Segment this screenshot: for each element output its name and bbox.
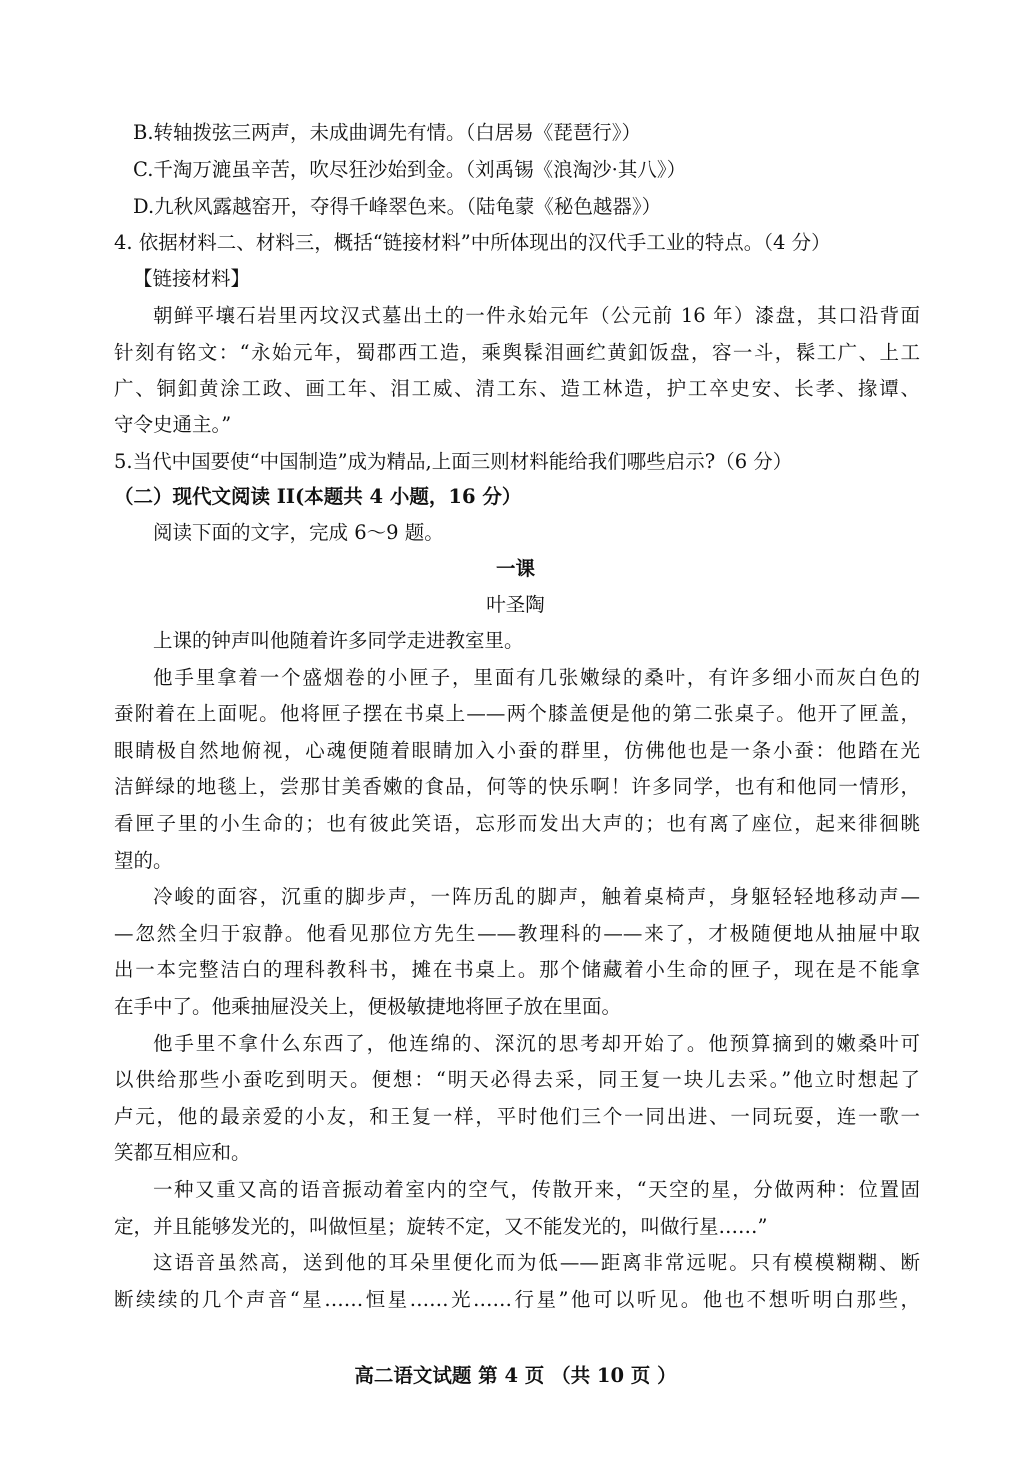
link-material-line: 广、铜釦黄涂工政、画工年、泪工威、清工东、造工林造，护工卒史安、长孝、掾谭、	[114, 377, 920, 400]
story-line: 洁鲜绿的地毯上，尝那甘美香嫩的食品，何等的快乐啊！许多同学，也有和他同一情形，	[114, 775, 920, 799]
story-line: 蚕附着在上面呢。他将匣子摆在书桌上——两个膝盖便是他的第二张桌子。他开了匣盖，	[114, 702, 920, 726]
option-b: B.转轴拨弦三两声，未成曲调先有情。（白居易《琵琶行》）	[133, 121, 642, 144]
page-footer: 高二语文试题 第 4 页 （共 10 页 ）	[354, 1364, 677, 1387]
story-line: 卢元，他的最亲爱的小友，和王复一样，平时他们三个一同出进、一同玩耍，连一歌一	[114, 1104, 920, 1128]
story-line: 这语音虽然高，送到他的耳朵里便化而为低——距离非常远呢。只有模模糊糊、断	[153, 1251, 920, 1275]
story-line: 定，并且能够发光的，叫做恒星；旋转不定，又不能发光的，叫做行星……”	[114, 1214, 768, 1238]
question-4: 4. 依据材料二、材料三，概括“链接材料”中所体现出的汉代手工业的特点。（4 分）	[114, 231, 831, 254]
story-line: 眼睛极自然地俯视，心魂便随着眼睛加入小蚕的群里，仿佛他也是一条小蚕：他踏在光	[114, 738, 920, 762]
story-line: 冷峻的面容，沉重的脚步声，一阵历乱的脚声，触着桌椅声，身躯轻轻地移动声—	[153, 885, 920, 909]
question-5: 5.当代中国要使“中国制造”成为精品,上面三则材料能给我们哪些启示?（6 分）	[114, 450, 793, 473]
story-line: 笑都互相应和。	[114, 1141, 251, 1165]
story-line: 以供给那些小蚕吃到明天。便想：“明天必得去采，同王复一块儿去采。”他立时想起了	[114, 1068, 920, 1092]
link-material-line: 朝鲜平壤石岩里丙坟汉式墓出土的一件永始元年（公元前 16 年）漆盘，其口沿背面	[153, 304, 920, 327]
link-material-heading: 【链接材料】	[133, 267, 251, 290]
link-material-line: 针刻有铭文：“永始元年，蜀郡西工造，乘舆髹泪画纻黄釦饭盘，容一斗，髹工广、上工	[114, 341, 920, 364]
story-line: 一种又重又高的语音振动着室内的空气，传散开来，“天空的星，分做两种：位置固	[153, 1178, 920, 1201]
story-line: 他手里不拿什么东西了，他连绵的、深沉的思考却开始了。他预算摘到的嫩桑叶可	[153, 1031, 920, 1055]
story-line: —忽然全归于寂静。他看见那位方先生——教理科的——来了，才极随便地从抽屉中取	[114, 921, 920, 945]
story-line: 出一本完整洁白的理科教科书，摊在书桌上。那个储藏着小生命的匣子，现在是不能拿	[114, 958, 920, 982]
story-author: 叶圣陶	[486, 593, 545, 616]
story-line: 在手中了。他乘抽屉没关上，便极敏捷地将匣子放在里面。	[114, 995, 622, 1018]
story-line: 看匣子里的小生命的；也有彼此笑语，忘形而发出大声的；也有离了座位，起来徘徊眺	[114, 812, 920, 835]
story-line: 望的。	[114, 848, 173, 872]
section-heading: （二）现代文阅读 II(本题共 4 小题，16 分）	[114, 485, 522, 508]
link-material-line: 守令史通主。”	[114, 413, 232, 436]
option-c: C.千淘万漉虽辛苦，吹尽狂沙始到金。（刘禹锡《浪淘沙·其八》）	[133, 158, 687, 181]
story-line: 上课的钟声叫他随着许多同学走进教室里。	[153, 629, 524, 652]
story-line: 他手里拿着一个盛烟卷的小匣子，里面有几张嫩绿的桑叶，有许多细小而灰白色的	[153, 665, 920, 689]
section-instruction: 阅读下面的文字，完成 6～9 题。	[153, 521, 444, 544]
option-d: D.九秋风露越窑开，夺得千峰翠色来。（陆龟蒙《秘色越器》）	[133, 195, 662, 218]
story-title: 一课	[495, 557, 535, 580]
story-line: 断续续的几个声音“星……恒星……光……行星”他可以听见。他也不想听明白那些，	[114, 1287, 920, 1311]
